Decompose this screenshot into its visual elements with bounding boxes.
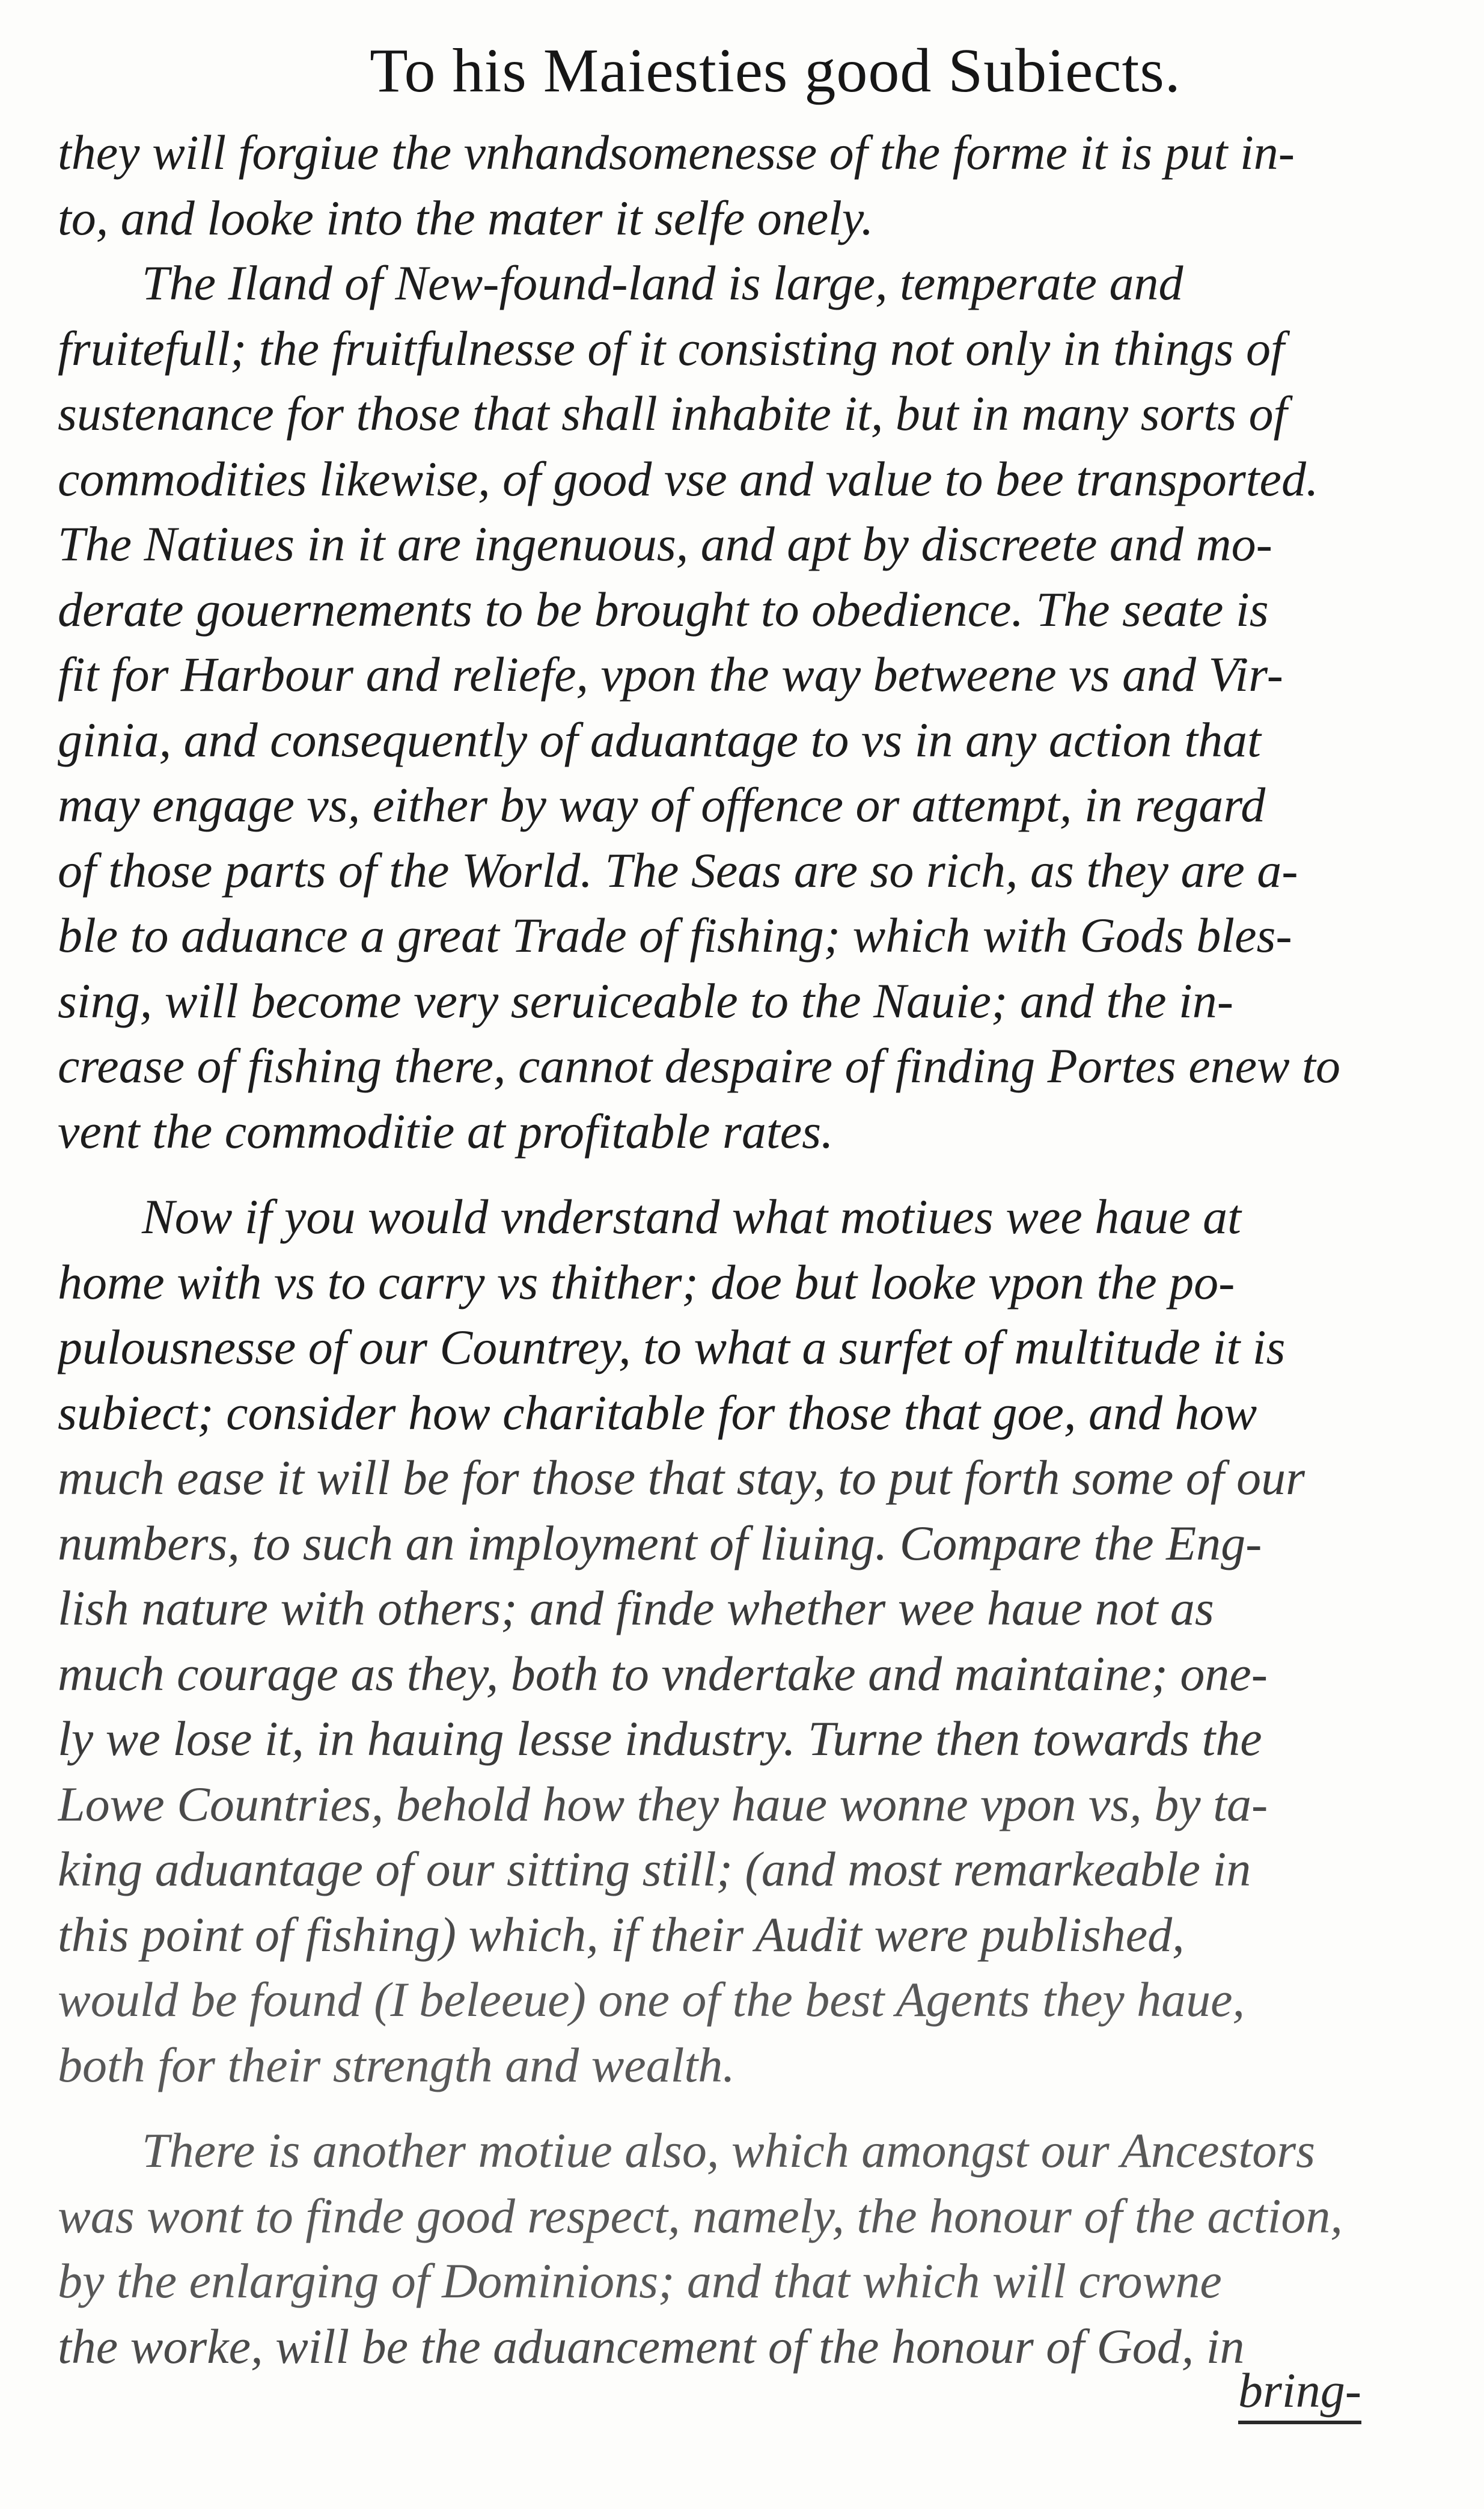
text-line: crease of fishing there, cannot despaire of finding Portes enew to xyxy=(58,1038,1340,1093)
text-line: fruitefull; the fruitfulnesse of it consisting not only in things of xyxy=(58,320,1284,376)
text-line: much ease it will be for those that stay, to put forth some of our xyxy=(58,1450,1305,1505)
text-line: would be found (I beleeue) one of the best Agents they haue, xyxy=(58,1972,1245,2027)
text-line: Now if you would vnderstand what motiues wee haue at xyxy=(142,1189,1241,1244)
text-line: ly we lose it, in hauing lesse industry. Turne then towards the xyxy=(58,1711,1262,1766)
paragraph xyxy=(58,120,1374,251)
text-line: this point of fishing) which, if their Audit were published, xyxy=(58,1907,1185,1962)
text-line: derate gouernements to be brought to obedience. The seate is xyxy=(58,581,1269,637)
text-line: king aduantage of our sitting still; (and most remarkeable in xyxy=(58,1842,1251,1896)
text-line: sustenance for those that shall inhabite it, but in many sorts of xyxy=(58,386,1287,441)
text-line: commodities likewise, of good vse and value to bee transported. xyxy=(58,451,1319,506)
paragraph-gap xyxy=(58,2098,1374,2118)
text-line: ginia, and consequently of aduantage to vs in any action that xyxy=(58,712,1261,767)
catchword: bring- xyxy=(1238,2360,1361,2424)
text-line: may engage vs, either by way of offence or attempt, in regard xyxy=(58,777,1266,832)
text-line: The Natiues in it are ingenuous, and apt by discreete and mo- xyxy=(58,516,1272,571)
text-line: to, and looke into the mater it selfe onely. xyxy=(58,190,874,245)
text-line: lish nature with others; and finde whether wee haue not as xyxy=(58,1581,1214,1635)
text-line: numbers, to such an imployment of liuing. Compare the Eng- xyxy=(58,1515,1262,1570)
text-line: Lowe Countries, behold how they haue wonne vpon vs, by ta- xyxy=(58,1776,1268,1831)
text-line: subiect; consider how charitable for those that goe, and how xyxy=(58,1385,1257,1440)
text-line: was wont to finde good respect, namely, the honour of the action, xyxy=(58,2188,1343,2243)
text-line: by the enlarging of Dominions; and that which will crowne xyxy=(58,2253,1222,2308)
text-line: they will forgiue the vnhandsomenesse of the forme it is put in- xyxy=(58,125,1295,180)
text-line: sing, will become very seruiceable to the Nauie; and the in- xyxy=(58,973,1234,1028)
text-line: The Iland of New-found-land is large, temperate and xyxy=(142,256,1183,310)
text-line: home with vs to carry vs thither; doe but looke vpon the po- xyxy=(58,1254,1235,1310)
paragraph-gap xyxy=(58,1164,1374,1184)
text-line: ble to aduance a great Trade of fishing; which with Gods bles- xyxy=(58,908,1292,963)
text-line: There is another motiue also, which amongst our Ancestors xyxy=(142,2123,1316,2178)
paragraph xyxy=(58,251,1374,1164)
text-line: much courage as they, both to vndertake and maintaine; one- xyxy=(58,1646,1268,1701)
paragraph xyxy=(58,2118,1374,2379)
text-line: pulousnesse of our Countrey, to what a surfet of multitude it is xyxy=(58,1320,1286,1374)
paragraph xyxy=(58,1184,1374,2098)
text-line: the worke, will be the aduancement of the honour of God, in xyxy=(58,2318,1245,2374)
text-line: fit for Harbour and reliefe, vpon the way betweene vs and Vir- xyxy=(58,647,1283,702)
text-line: vent the commoditie at profitable rates. xyxy=(58,1103,834,1159)
text-line: of those parts of the World. The Seas are so rich, as they are a- xyxy=(58,842,1298,898)
running-head: To his Maiesties good Subiects. xyxy=(370,36,1181,105)
text-line: both for their strength and wealth. xyxy=(58,2037,735,2092)
body-text xyxy=(58,120,1374,2379)
